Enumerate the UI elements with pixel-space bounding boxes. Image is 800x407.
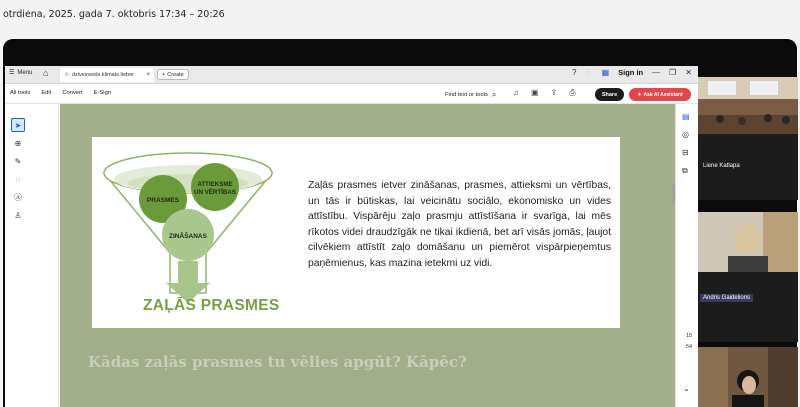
ai-icon: ✦ [637, 91, 642, 98]
total-pages: 54 [685, 344, 693, 350]
create-label: Create [167, 71, 184, 78]
hamburger-icon: ☰ [9, 70, 15, 76]
help-icon[interactable]: ? [571, 68, 577, 77]
zoom-icon[interactable]: ⊕ [14, 138, 22, 148]
minimize-icon[interactable]: — [652, 68, 661, 77]
find-box[interactable] [445, 90, 496, 100]
participant-tile-liene[interactable] [698, 134, 798, 200]
text-select-icon[interactable]: Ⓐ [14, 192, 22, 202]
tool-edit[interactable]: Edit [41, 90, 52, 96]
date-caption: otrdiena, 2025. gada 7. oktobris 17:34 – 20:26 [3, 9, 225, 20]
right-rail [675, 104, 698, 407]
pen-icon[interactable]: ✎ [14, 156, 22, 166]
participants-panel [698, 77, 800, 407]
bookmark-icon[interactable]: ⊟ [682, 148, 689, 157]
ai-assistant-button[interactable] [629, 88, 691, 101]
apps-grid-icon[interactable]: ▦ [601, 68, 610, 77]
participant-tile-andris[interactable] [698, 272, 798, 342]
tool-menu [10, 90, 111, 96]
slide-title: ZAĻĀS PRASMES [143, 297, 280, 314]
stamp-icon[interactable]: ♙ [14, 210, 22, 220]
menu-button[interactable] [9, 69, 32, 76]
tool-all-tools[interactable]: All tools [10, 90, 31, 96]
participant-video [698, 347, 798, 407]
label-prasmes: PRASMES [146, 197, 180, 204]
audio-icon[interactable]: ♫ [513, 88, 519, 97]
select-cursor-icon[interactable]: ➤ [11, 118, 25, 132]
funnel-diagram [98, 143, 278, 313]
slide-paragraph: Zaļās prasmes ietver zināšanas, prasmes, attieksmi un vērtības, un tās ir būtiskas, lai veicinātu sociālo, ekonomisko un vides attīstību. Vispārēju zaļo prasmju attīstīšana ir svarīga, lai mēs rīkotos videi draudzīgāk ne tikai ikdienā, bet arī visās jomās, ļaujot cilvēkiem attīstīt zaļo domāšanu un piemērot vispārpieņemtus paņēmienus, kas mazina ietekmi uz vidi. [308, 180, 611, 269]
label-zinasanas: ZINĀŠANAS [169, 233, 207, 240]
slide [92, 137, 620, 328]
create-button[interactable] [157, 69, 189, 80]
ai-chat-icon[interactable]: ◎ [682, 130, 689, 139]
home-icon[interactable]: ⌂ [43, 68, 49, 78]
tool-esign[interactable]: E-Sign [93, 90, 112, 96]
star-icon[interactable]: ☆ [64, 72, 69, 78]
tool-convert[interactable]: Convert [62, 90, 83, 96]
upload-icon[interactable]: ⇪ [550, 88, 558, 97]
search-icon: ⌕ [491, 90, 497, 99]
plus-icon: + [162, 71, 166, 78]
ai-label: Ask AI Assistant [643, 91, 683, 98]
next-slide-question: Kādas zaļās prasmes tu vēlies apgūt? Kāpēc? [88, 353, 467, 371]
participant-tile-living-room[interactable] [698, 347, 798, 407]
maximize-icon[interactable]: ❐ [669, 68, 677, 77]
document-view[interactable] [60, 104, 675, 407]
copy-icon[interactable]: ⧉ [682, 166, 688, 175]
left-tool-rail [5, 104, 59, 407]
tab-bar [5, 66, 698, 84]
document-tab[interactable] [60, 68, 154, 82]
tab-title: dzivesveids.klimats.lieber [71, 72, 134, 78]
current-page: 15 [685, 333, 693, 339]
signin-button[interactable]: Sign in [618, 68, 644, 77]
toolbar-icons [513, 88, 576, 98]
bell-icon[interactable]: ♢ [585, 68, 593, 77]
print-icon[interactable]: ⎙ [569, 88, 576, 97]
menu-label: Menu [17, 69, 33, 76]
participant-name: Liene Katlapa [703, 163, 740, 169]
participant-tile-room[interactable] [698, 77, 798, 134]
window-controls [572, 68, 692, 77]
label-attieksme-2: UN VĒRTĪBAS [194, 189, 236, 196]
find-label: Find text or tools [445, 92, 488, 98]
toolbar [5, 84, 698, 104]
classroom-video [698, 77, 798, 134]
close-window-icon[interactable]: ✕ [685, 68, 692, 77]
participant-video [698, 212, 798, 272]
save-icon[interactable]: ▣ [531, 88, 539, 97]
comment-icon[interactable]: ▤ [682, 112, 690, 121]
lasso-icon[interactable]: ◌ [15, 174, 21, 184]
scroll-up-icon[interactable]: ⌃ [683, 388, 690, 397]
participant-tile-woman[interactable] [698, 212, 798, 272]
close-tab-icon[interactable]: × [146, 72, 150, 78]
acrobat-window [5, 66, 698, 407]
label-attieksme-1: ATTIEKSME [197, 181, 233, 188]
share-button[interactable]: Share [595, 88, 624, 101]
page-number [682, 333, 696, 350]
participant-name: Andris Gaidelions [700, 294, 753, 302]
rail-tools [11, 118, 25, 222]
